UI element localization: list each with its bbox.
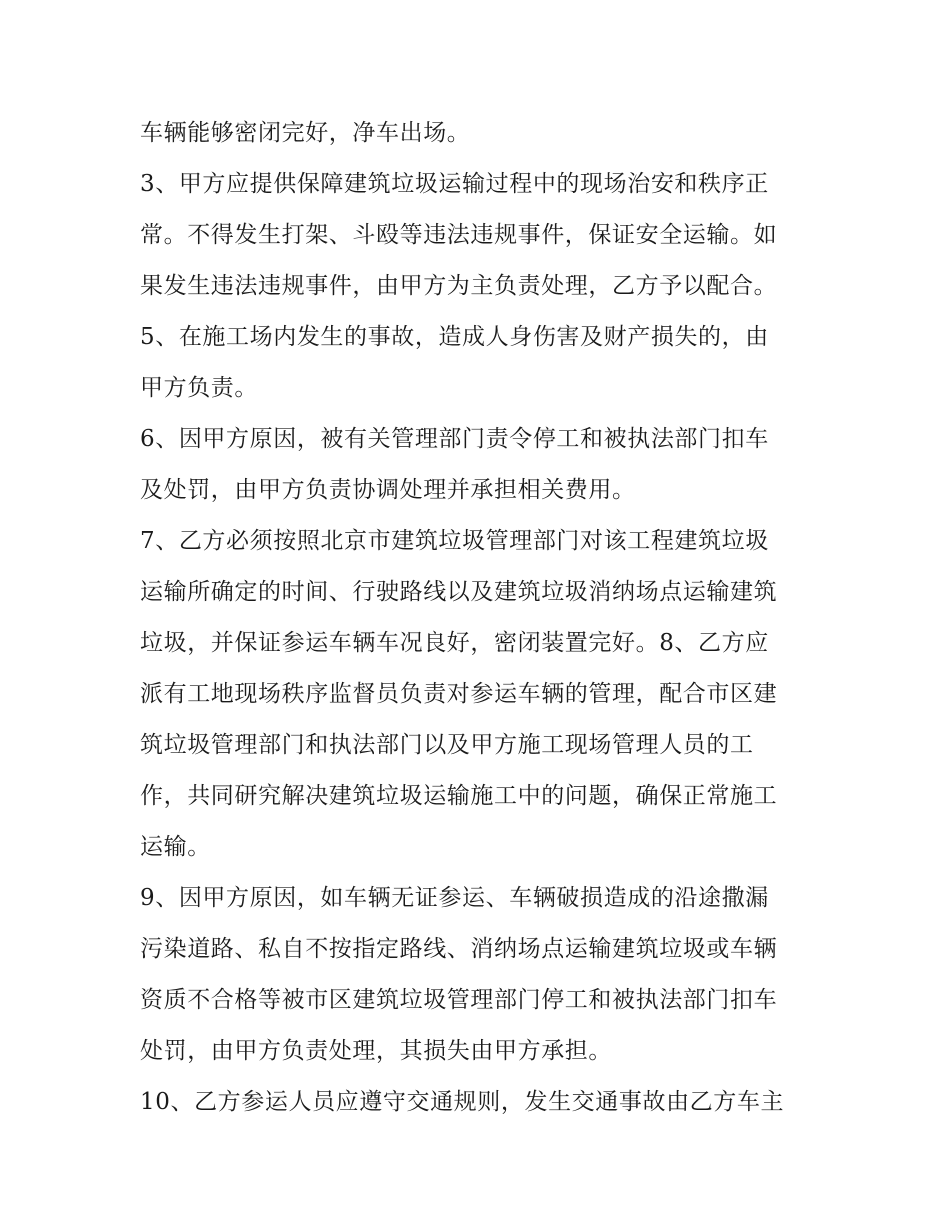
- text-line: 9、因甲方原因，如车辆无证参运、车辆破损造成的沿途撒漏: [140, 885, 769, 911]
- text-line: 处罚，由甲方负责处理，其损失由甲方承担。: [140, 1038, 612, 1064]
- text-line: 3、甲方应提供保障建筑垃圾运输过程中的现场治安和秩序正: [140, 171, 769, 197]
- text-line: 甲方负责。: [140, 375, 258, 401]
- text-line: 车辆能够密闭完好，净车出场。: [140, 120, 471, 146]
- text-line: 污染道路、私自不按指定路线、消纳场点运输建筑垃圾或车辆: [140, 936, 778, 962]
- contract-text: [140, 108, 820, 1128]
- text-line: 作，共同研究解决建筑垃圾运输施工中的问题，确保正常施工: [140, 783, 778, 809]
- text-line: 筑垃圾管理部门和执法部门以及甲方施工现场管理人员的工: [140, 732, 754, 758]
- text-line: 5、在施工场内发生的事故，造成人身伤害及财产损失的，由: [140, 324, 769, 350]
- text-line: 垃圾，并保证参运车辆车况良好，密闭装置完好。8、乙方应: [140, 630, 769, 656]
- text-line: 及处罚，由甲方负责协调处理并承担相关费用。: [140, 477, 636, 503]
- text-line: 运输所确定的时间、行驶路线以及建筑垃圾消纳场点运输建筑: [140, 579, 778, 605]
- text-line: 资质不合格等被市区建筑垃圾管理部门停工和被执法部门扣车: [140, 987, 778, 1013]
- text-line: 10、乙方参运人员应遵守交通规则，发生交通事故由乙方车主: [140, 1089, 785, 1115]
- text-line: 派有工地现场秩序监督员负责对参运车辆的管理，配合市区建: [140, 681, 778, 707]
- text-line: 运输。: [140, 834, 211, 860]
- text-line: 果发生违法违规事件，由甲方为主负责处理，乙方予以配合。: [140, 273, 778, 299]
- text-line: 6、因甲方原因，被有关管理部门责令停工和被执法部门扣车: [140, 426, 769, 452]
- text-line: 常。不得发生打架、斗殴等违法违规事件，保证安全运输。如: [140, 222, 778, 248]
- text-line: 7、乙方必须按照北京市建筑垃圾管理部门对该工程建筑垃圾: [140, 528, 769, 554]
